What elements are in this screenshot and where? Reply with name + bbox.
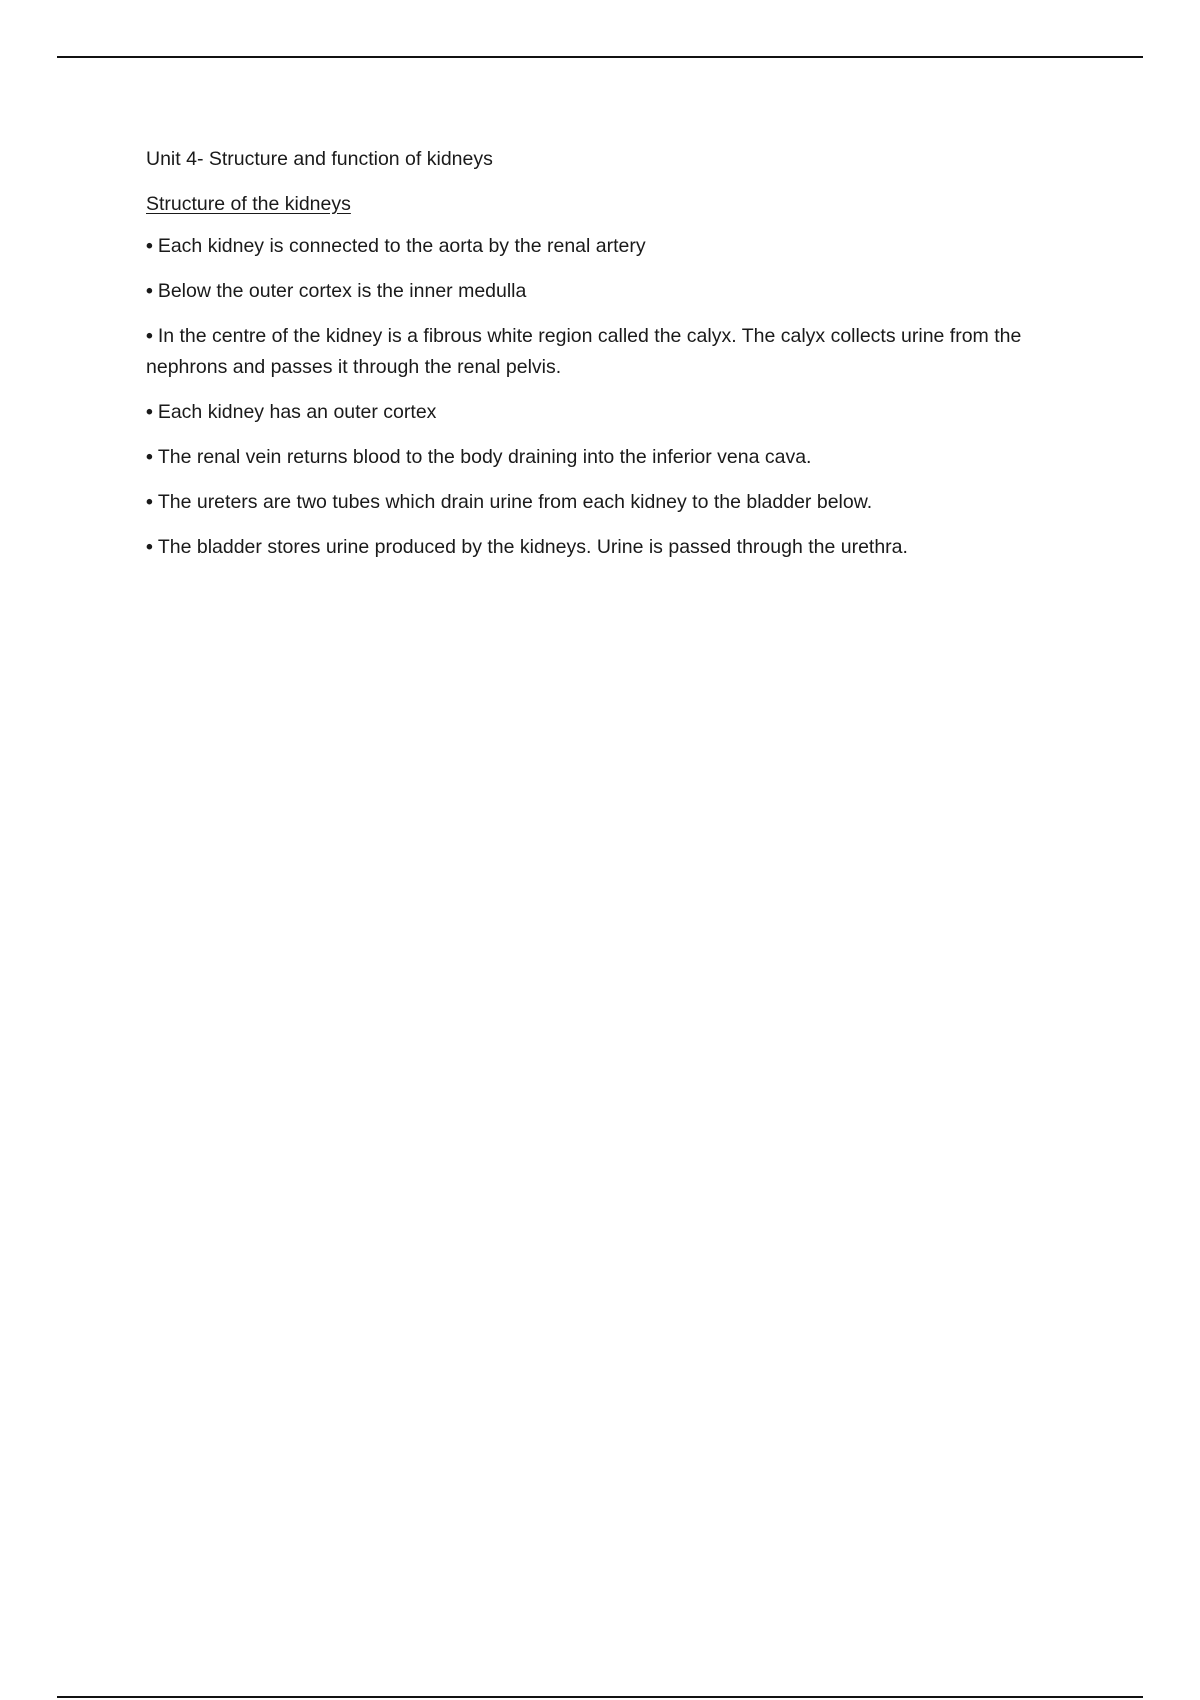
bullet-text: The bladder stores urine produced by the kidneys. Urine is passed through the urethra. — [157, 536, 908, 558]
bullet-item — [146, 397, 1036, 428]
bullet-item — [146, 532, 1036, 563]
bullet-item — [146, 321, 1036, 383]
bullet-text: In the centre of the kidney is a fibrous white region called the calyx. The calyx collects urine from the nephrons and passes it through the renal pelvis. — [146, 325, 1022, 378]
bullet-text: The renal vein returns blood to the body draining into the inferior vena cava. — [157, 446, 812, 468]
bullet-item — [146, 487, 1036, 518]
bullet-icon: • — [146, 491, 153, 513]
bullet-text: The ureters are two tubes which drain urine from each kidney to the bladder below. — [157, 491, 873, 513]
bullet-icon: • — [146, 280, 153, 302]
bullet-icon: • — [146, 235, 153, 257]
section-heading: Structure of the kidneys — [146, 193, 351, 215]
bullet-icon: • — [146, 536, 153, 558]
document-title: Unit 4- Structure and function of kidneys — [146, 148, 493, 170]
bullet-text: Each kidney has an outer cortex — [157, 401, 437, 423]
header-rule — [57, 56, 1143, 58]
bullet-text: Each kidney is connected to the aorta by the renal artery — [157, 235, 646, 257]
document-body — [146, 144, 1036, 577]
bullet-icon: • — [146, 325, 153, 347]
bullet-icon: • — [146, 401, 153, 423]
bullet-item — [146, 276, 1036, 307]
bullet-icon: • — [146, 446, 153, 468]
bullet-item — [146, 231, 1036, 262]
footer-rule — [57, 1696, 1143, 1698]
bullet-text: Below the outer cortex is the inner medulla — [157, 280, 527, 302]
bullet-item — [146, 442, 1036, 473]
